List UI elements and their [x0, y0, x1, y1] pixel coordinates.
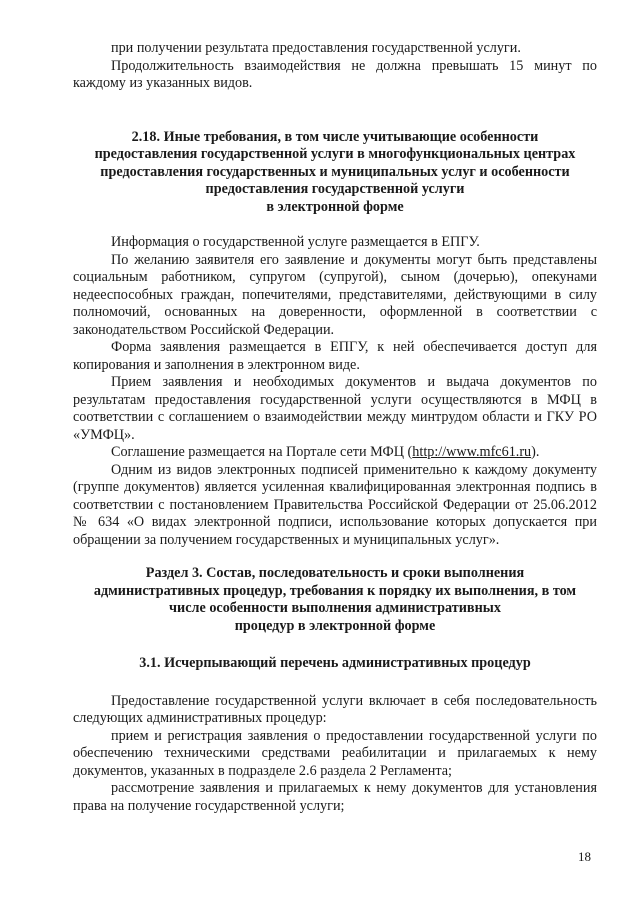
heading-line: предоставления государственных и муниципальных услуг и особенности: [100, 163, 570, 180]
paragraph: По желанию заявителя его заявление и документы могут быть представлены социальным работником, супругом (супругой), сыном (дочерью), опекунами недееспособных граждан, попечителями, представителями, действующими в силу полномочий, основанных на доверенности, оформленной в соответствии с законодательством Российской Федерации.: [73, 251, 597, 338]
text: Соглашение размещается на Портале сети МФЦ (: [111, 444, 413, 460]
heading-line: 3.1. Исчерпывающий перечень административных процедур: [139, 655, 531, 671]
paragraph: Предоставление государственной услуги включает в себя последовательность следующих административных процедур:: [73, 692, 597, 726]
heading-line: 2.18. Иные требования, в том числе учитывающие особенности: [131, 128, 539, 145]
paragraph: Одним из видов электронных подписей применительно к каждому документу (группе документов) является усиленная квалифицированная электронная подпись в соответствии с постановлением Правительства Российской Федерации от 25.06.2012 № 634 «О видах электронной подписи, использование которых допускается при обращении за получением государственных и муниципальных услуг».: [73, 461, 597, 548]
paragraph: Прием заявления и необходимых документов и выдача документов по результатам предоставления государственной услуги осуществляются в МФЦ в соответствии с соглашением о взаимодействии между минтрудом области и ГКУ РО «УМФЦ».: [73, 374, 597, 443]
heading-line: предоставления государственной услуги в многофункциональных центрах: [94, 146, 576, 162]
section-3-heading: [73, 565, 597, 635]
text: ).: [531, 444, 540, 460]
paragraph: прием и регистрация заявления о предоставлении государственной услуги по обеспечению техническими средствами реабилитации и прилагаемых к нему документов, указанных в подразделе 2.6 раздела 2 Регламента;: [73, 727, 597, 779]
mfc-portal-link[interactable]: http://www.mfc61.ru: [412, 444, 532, 460]
heading-line: Раздел 3. Состав, последовательность и сроки выполнения: [145, 565, 525, 581]
section-31-heading: [73, 655, 597, 673]
paragraph: Информация о государственной услуге размещается в ЕПГУ.: [111, 234, 480, 250]
heading-line: процедур в электронной форме: [234, 617, 436, 634]
document-page: [73, 40, 597, 815]
section-218-heading: [73, 129, 597, 217]
heading-line: в электронной форме: [266, 198, 404, 215]
paragraph: Форма заявления размещается в ЕПГУ, к ней обеспечивается доступ для копирования и заполнения в электронном виде.: [73, 339, 597, 373]
paragraph: [73, 444, 597, 462]
paragraph: Продолжительность взаимодействия не должна превышать 15 минут по каждому из указанных видов.: [73, 57, 597, 91]
paragraph: при получении результата предоставления государственной услуги.: [111, 40, 521, 56]
paragraph: рассмотрение заявления и прилагаемых к нему документов для установления права на получение государственной услуги;: [73, 780, 597, 814]
heading-line: административных процедур, требования к порядку их выполнения, в том: [93, 582, 577, 599]
heading-line: числе особенности выполнения административных: [169, 600, 501, 616]
heading-line: предоставления государственной услуги: [205, 181, 465, 197]
page-number: 18: [578, 849, 591, 864]
